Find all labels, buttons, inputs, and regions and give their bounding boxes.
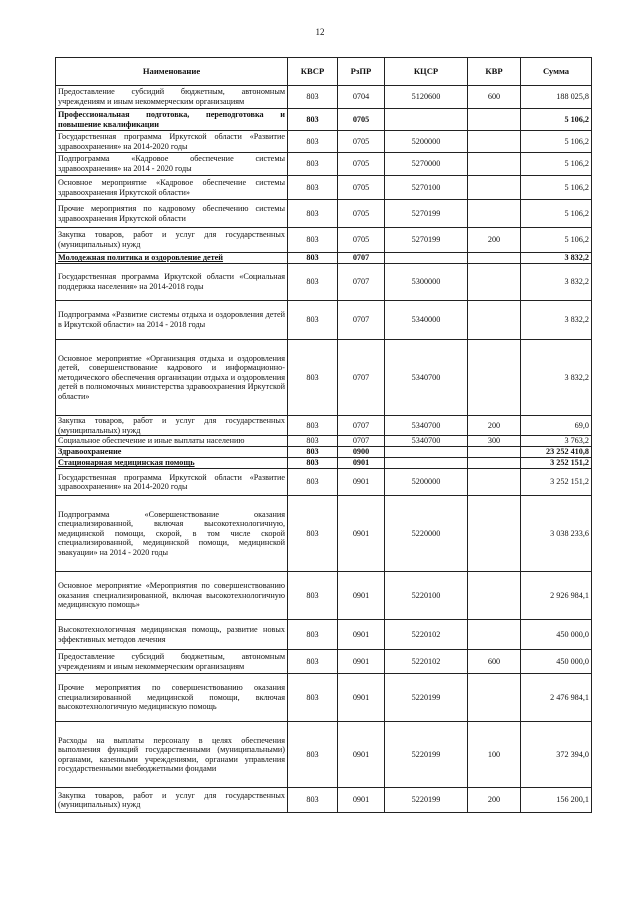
cell-kcsr: 5270199 — [385, 228, 468, 253]
cell-kvsr: 803 — [288, 340, 338, 416]
cell-kvr: 100 — [468, 722, 521, 788]
cell-rzpr: 0901 — [338, 722, 385, 788]
cell-rzpr: 0705 — [338, 176, 385, 200]
cell-kvr — [468, 458, 521, 469]
cell-kvsr: 803 — [288, 788, 338, 813]
cell-kvsr: 803 — [288, 722, 338, 788]
cell-name: Подпрограмма «Развитие системы отдыха и оздоровления детей в Иркутской области» на 2014 - 2018 годы — [56, 301, 288, 340]
cell-kvsr: 803 — [288, 200, 338, 228]
cell-kvr — [468, 301, 521, 340]
cell-kcsr: 5270100 — [385, 176, 468, 200]
header-kvsr: КВСР — [288, 58, 338, 86]
table-row — [56, 620, 592, 650]
cell-name: Прочие мероприятия по кадровому обеспечению системы здравоохранения Иркутской области — [56, 200, 288, 228]
cell-name: Подпрограмма «Совершенствование оказания специализированной, включая высокотехнологичную, медицинской помощи, скорой, в том числе скорой специализированной, медицинской помощи, медицинской эвакуации» на 2014 - 2020 годы — [56, 496, 288, 572]
cell-kvr: 200 — [468, 788, 521, 813]
cell-rzpr: 0707 — [338, 340, 385, 416]
cell-sum: 5 106,2 — [521, 200, 592, 228]
cell-rzpr: 0705 — [338, 228, 385, 253]
cell-name: Профессиональная подготовка, переподготовка и повышение квалификации — [56, 109, 288, 131]
cell-kvsr: 803 — [288, 496, 338, 572]
header-kcsr: КЦСР — [385, 58, 468, 86]
cell-sum: 5 106,2 — [521, 228, 592, 253]
cell-kvr — [468, 131, 521, 153]
cell-sum: 3 832,2 — [521, 264, 592, 301]
cell-name: Молодежная политика и оздоровление детей — [56, 253, 288, 264]
cell-kvsr: 803 — [288, 674, 338, 722]
header-sum: Сумма — [521, 58, 592, 86]
cell-rzpr: 0704 — [338, 86, 385, 109]
cell-kvr — [468, 447, 521, 458]
cell-sum: 3 832,2 — [521, 340, 592, 416]
cell-name: Закупка товаров, работ и услуг для государственных (муниципальных) нужд — [56, 228, 288, 253]
table-row — [56, 650, 592, 674]
cell-name: Государственная программа Иркутской области «Социальная поддержка населения» на 2014-2018 годы — [56, 264, 288, 301]
cell-name: Предоставление субсидий бюджетным, автономным учреждениям и иным некоммерческим организациям — [56, 86, 288, 109]
cell-kvsr: 803 — [288, 650, 338, 674]
cell-kcsr: 5220100 — [385, 572, 468, 620]
cell-kcsr: 5220199 — [385, 722, 468, 788]
cell-sum: 3 832,2 — [521, 253, 592, 264]
cell-kvsr: 803 — [288, 620, 338, 650]
cell-sum: 69,0 — [521, 416, 592, 436]
cell-rzpr: 0901 — [338, 788, 385, 813]
cell-sum: 3 252 151,2 — [521, 458, 592, 469]
cell-kcsr: 5120600 — [385, 86, 468, 109]
cell-kcsr: 5340700 — [385, 340, 468, 416]
cell-rzpr: 0901 — [338, 469, 385, 496]
cell-kvsr: 803 — [288, 109, 338, 131]
cell-kcsr: 5340000 — [385, 301, 468, 340]
cell-sum: 23 252 410,8 — [521, 447, 592, 458]
cell-kvsr: 803 — [288, 153, 338, 176]
cell-kvsr: 803 — [288, 253, 338, 264]
table-row — [56, 109, 592, 131]
table-row — [56, 340, 592, 416]
table-row — [56, 436, 592, 447]
cell-kvsr: 803 — [288, 436, 338, 447]
cell-kvsr: 803 — [288, 301, 338, 340]
cell-kvr: 600 — [468, 86, 521, 109]
cell-kvr — [468, 176, 521, 200]
table-row — [56, 447, 592, 458]
cell-kvr — [468, 109, 521, 131]
cell-kvr — [468, 620, 521, 650]
cell-kcsr: 5200000 — [385, 131, 468, 153]
cell-rzpr: 0901 — [338, 620, 385, 650]
cell-kvsr: 803 — [288, 131, 338, 153]
cell-rzpr: 0705 — [338, 131, 385, 153]
cell-sum: 5 106,2 — [521, 131, 592, 153]
cell-kvr — [468, 496, 521, 572]
cell-kcsr: 5220199 — [385, 674, 468, 722]
cell-sum: 450 000,0 — [521, 650, 592, 674]
table-row — [56, 572, 592, 620]
table-row — [56, 416, 592, 436]
cell-rzpr: 0707 — [338, 436, 385, 447]
cell-name: Здравоохранение — [56, 447, 288, 458]
table-row — [56, 301, 592, 340]
cell-sum: 188 025,8 — [521, 86, 592, 109]
cell-kvsr: 803 — [288, 264, 338, 301]
table-row — [56, 228, 592, 253]
cell-rzpr: 0707 — [338, 253, 385, 264]
table-row — [56, 264, 592, 301]
cell-kcsr: 5270199 — [385, 200, 468, 228]
cell-kcsr — [385, 458, 468, 469]
header-kvr: КВР — [468, 58, 521, 86]
cell-name: Закупка товаров, работ и услуг для государственных (муниципальных) нужд — [56, 788, 288, 813]
cell-kvr — [468, 340, 521, 416]
cell-rzpr: 0705 — [338, 109, 385, 131]
cell-kcsr: 5270000 — [385, 153, 468, 176]
budget-table — [55, 57, 592, 813]
cell-kcsr: 5220102 — [385, 650, 468, 674]
cell-kcsr — [385, 109, 468, 131]
table-row — [56, 788, 592, 813]
table-row — [56, 458, 592, 469]
cell-kvr — [468, 469, 521, 496]
cell-kvsr: 803 — [288, 86, 338, 109]
cell-kcsr: 5220102 — [385, 620, 468, 650]
cell-rzpr: 0901 — [338, 458, 385, 469]
cell-kvsr: 803 — [288, 176, 338, 200]
cell-kcsr: 5340700 — [385, 436, 468, 447]
cell-kcsr: 5340700 — [385, 416, 468, 436]
cell-rzpr: 0707 — [338, 416, 385, 436]
cell-rzpr: 0705 — [338, 200, 385, 228]
cell-rzpr: 0707 — [338, 264, 385, 301]
cell-name: Прочие мероприятия по совершенствованию оказания специализированной медицинской помощи, включая высокотехнологичную медицинскую помощь — [56, 674, 288, 722]
cell-sum: 3 038 233,6 — [521, 496, 592, 572]
cell-kvr — [468, 153, 521, 176]
cell-name: Расходы на выплаты персоналу в целях обеспечения выполнения функций государственными (муниципальными) органами, казенными учреждениями, органами управления государственными внебюджетными фондами — [56, 722, 288, 788]
cell-kvr — [468, 674, 521, 722]
cell-kcsr: 5220000 — [385, 496, 468, 572]
page-number: 12 — [315, 27, 325, 37]
table-row — [56, 469, 592, 496]
table-row — [56, 153, 592, 176]
cell-kvr — [468, 253, 521, 264]
cell-kvr — [468, 572, 521, 620]
cell-rzpr: 0705 — [338, 153, 385, 176]
table-row — [56, 200, 592, 228]
cell-name: Государственная программа Иркутской области «Развитие здравоохранения» на 2014-2020 годы — [56, 131, 288, 153]
cell-kcsr — [385, 447, 468, 458]
cell-kvsr: 803 — [288, 469, 338, 496]
cell-name: Предоставление субсидий бюджетным, автономным учреждениям и иным некоммерческим организациям — [56, 650, 288, 674]
cell-kvr — [468, 200, 521, 228]
cell-rzpr: 0900 — [338, 447, 385, 458]
cell-kcsr: 5300000 — [385, 264, 468, 301]
cell-name: Основное мероприятие «Мероприятия по совершенствованию оказания специализированной, включая высокотехнологичную медицинскую помощь» — [56, 572, 288, 620]
cell-sum: 3 832,2 — [521, 301, 592, 340]
cell-sum: 2 926 984,1 — [521, 572, 592, 620]
table-row — [56, 86, 592, 109]
table-row — [56, 253, 592, 264]
table-row — [56, 722, 592, 788]
cell-sum: 5 106,2 — [521, 109, 592, 131]
cell-name: Высокотехнологичная медицинская помощь, развитие новых эффективных методов лечения — [56, 620, 288, 650]
cell-sum: 2 476 984,1 — [521, 674, 592, 722]
cell-kvsr: 803 — [288, 416, 338, 436]
cell-name: Основное мероприятие «Кадровое обеспечение системы здравоохранения Иркутской области» — [56, 176, 288, 200]
cell-rzpr: 0901 — [338, 650, 385, 674]
cell-rzpr: 0707 — [338, 301, 385, 340]
cell-sum: 156 200,1 — [521, 788, 592, 813]
cell-name: Закупка товаров, работ и услуг для государственных (муниципальных) нужд — [56, 416, 288, 436]
cell-kvr: 200 — [468, 416, 521, 436]
cell-name: Стационарная медицинская помощь — [56, 458, 288, 469]
header-rzpr: РзПР — [338, 58, 385, 86]
cell-kvr — [468, 264, 521, 301]
table-row — [56, 496, 592, 572]
cell-name: Социальное обеспечение и иные выплаты населению — [56, 436, 288, 447]
cell-rzpr: 0901 — [338, 572, 385, 620]
cell-kcsr — [385, 253, 468, 264]
cell-kvr: 600 — [468, 650, 521, 674]
cell-kvsr: 803 — [288, 228, 338, 253]
table-row — [56, 176, 592, 200]
cell-rzpr: 0901 — [338, 496, 385, 572]
cell-kvr: 300 — [468, 436, 521, 447]
cell-rzpr: 0901 — [338, 674, 385, 722]
table-row — [56, 674, 592, 722]
cell-kvr: 200 — [468, 228, 521, 253]
table-row — [56, 131, 592, 153]
cell-kcsr: 5220199 — [385, 788, 468, 813]
cell-name: Подпрограмма «Кадровое обеспечение системы здравоохранения» на 2014 - 2020 годы — [56, 153, 288, 176]
cell-name: Государственная программа Иркутской области «Развитие здравоохранения» на 2014-2020 годы — [56, 469, 288, 496]
cell-sum: 450 000,0 — [521, 620, 592, 650]
cell-kcsr: 5200000 — [385, 469, 468, 496]
cell-sum: 5 106,2 — [521, 153, 592, 176]
cell-sum: 5 106,2 — [521, 176, 592, 200]
cell-kvsr: 803 — [288, 447, 338, 458]
table-header-row — [56, 58, 592, 86]
cell-sum: 3 763,2 — [521, 436, 592, 447]
cell-name: Основное мероприятие «Организация отдыха и оздоровления детей, совершенствование кадрового и информационно-методического обеспечения организации отдыха и оздоровления детей в полномочных министерства здравоохранения Иркутской области» — [56, 340, 288, 416]
cell-kvsr: 803 — [288, 458, 338, 469]
cell-sum: 3 252 151,2 — [521, 469, 592, 496]
header-name: Наименование — [56, 58, 288, 86]
cell-kvsr: 803 — [288, 572, 338, 620]
cell-sum: 372 394,0 — [521, 722, 592, 788]
